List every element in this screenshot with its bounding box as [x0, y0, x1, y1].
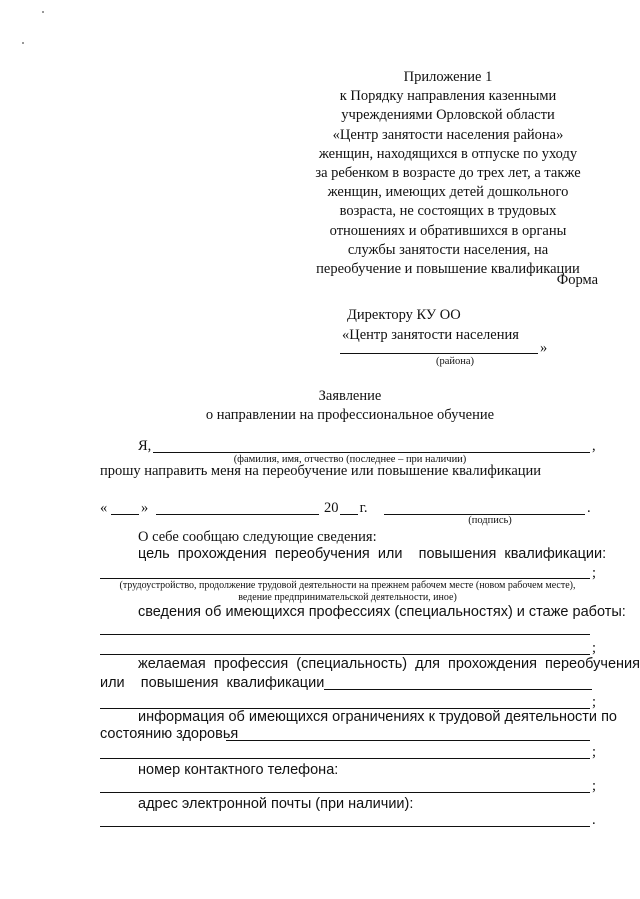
goal-hint-line2: ведение предпринимательской деятельности, иное) — [238, 592, 457, 603]
about-text: О себе сообщаю следующие сведения: — [138, 529, 377, 545]
request-text: прошу направить меня на переобучение или повышение квалификации — [100, 463, 542, 479]
district-hint: (района) — [435, 356, 475, 367]
name-hint: (фамилия, имя, отчество (последнее – при наличии) — [233, 454, 467, 465]
appendix-line: женщин, находящихся в отпуске по уходу — [318, 145, 578, 162]
title-line1: Заявление — [318, 388, 382, 404]
goal-hint-line1: (трудоустройство, продолжение трудовой деятельности на прежнем рабочем месте (новом рабочем месте), — [119, 580, 576, 591]
health-field-2[interactable] — [100, 758, 590, 759]
appendix-line: Приложение 1 — [403, 69, 493, 85]
appendix-line: «Центр занятости населения района» — [332, 126, 564, 143]
professions-field-2[interactable] — [100, 654, 590, 655]
health-label: информация об имеющихся ограничениях к трудовой деятельности по — [138, 709, 617, 725]
appendix-line: женщин, имеющих детей дошкольного — [327, 184, 569, 201]
goal-hint — [100, 580, 595, 604]
year-prefix: 20 — [324, 500, 339, 516]
professions-label: сведения об имеющихся профессиях (специальностях) и стаже работы: — [138, 604, 626, 620]
signature-hint: (подпись) — [468, 515, 512, 526]
title-line2: о направлении на профессиональное обучение — [205, 407, 495, 423]
addressee-district-field[interactable] — [340, 353, 538, 354]
date-day-field[interactable] — [111, 514, 139, 515]
appendix-line: службы занятости населения, на — [347, 241, 549, 258]
desired-profession-label: желаемая профессия (специальность) для прохождения переобучения — [138, 656, 640, 672]
email-label: адрес электронной почты (при наличии): — [138, 796, 414, 812]
i-end: , — [592, 438, 596, 454]
health-end: ; — [592, 744, 597, 760]
full-name-field[interactable] — [153, 452, 590, 453]
appendix-line: к Порядку направления казенными — [339, 88, 557, 105]
appendix-line: за ребенком в возрасте до трех лет, а также — [315, 165, 581, 182]
date-month-field[interactable] — [156, 514, 319, 515]
document-title — [0, 387, 640, 425]
goal-end: ; — [592, 565, 597, 581]
year-suffix: г. — [356, 500, 368, 516]
phone-field[interactable] — [100, 792, 590, 793]
addressee-line2: «Центр занятости населения — [342, 327, 519, 343]
health-label-2: состоянию здоровья — [100, 726, 239, 742]
goal-label: цель прохождения переобучения или повышения квалификации: — [138, 546, 607, 562]
i-label: Я, — [138, 438, 152, 454]
professions-field-1[interactable] — [100, 634, 590, 635]
form-label: Форма — [556, 272, 598, 288]
email-field[interactable] — [100, 826, 590, 827]
phone-label: номер контактного телефона: — [138, 762, 339, 778]
goal-field[interactable] — [100, 578, 590, 579]
health-field[interactable] — [226, 740, 590, 741]
date-end: . — [587, 500, 591, 516]
appendix-line: учреждениями Орловской области — [341, 107, 555, 124]
addressee-close-quote: » — [540, 340, 548, 356]
desired-end: ; — [592, 694, 597, 710]
appendix-block — [298, 68, 598, 279]
scan-speck — [42, 11, 44, 13]
desired-profession-field[interactable] — [324, 689, 592, 690]
date-open-quote: « — [100, 500, 108, 516]
addressee-line1: Директору КУ ОО — [347, 307, 461, 323]
date-close-quote: » — [141, 500, 149, 516]
appendix-line: возраста, не состоящих в трудовых — [339, 203, 557, 220]
desired-profession-label-2: или повышения квалификации — [100, 675, 325, 691]
scan-speck — [22, 42, 24, 44]
email-end: . — [592, 812, 596, 828]
addressee-block — [342, 305, 519, 345]
appendix-line: переобучение и повышение квалификации — [316, 261, 580, 278]
appendix-line: отношениях и обратившихся в органы — [329, 222, 567, 239]
professions-end: ; — [592, 640, 597, 656]
phone-end: ; — [592, 778, 597, 794]
